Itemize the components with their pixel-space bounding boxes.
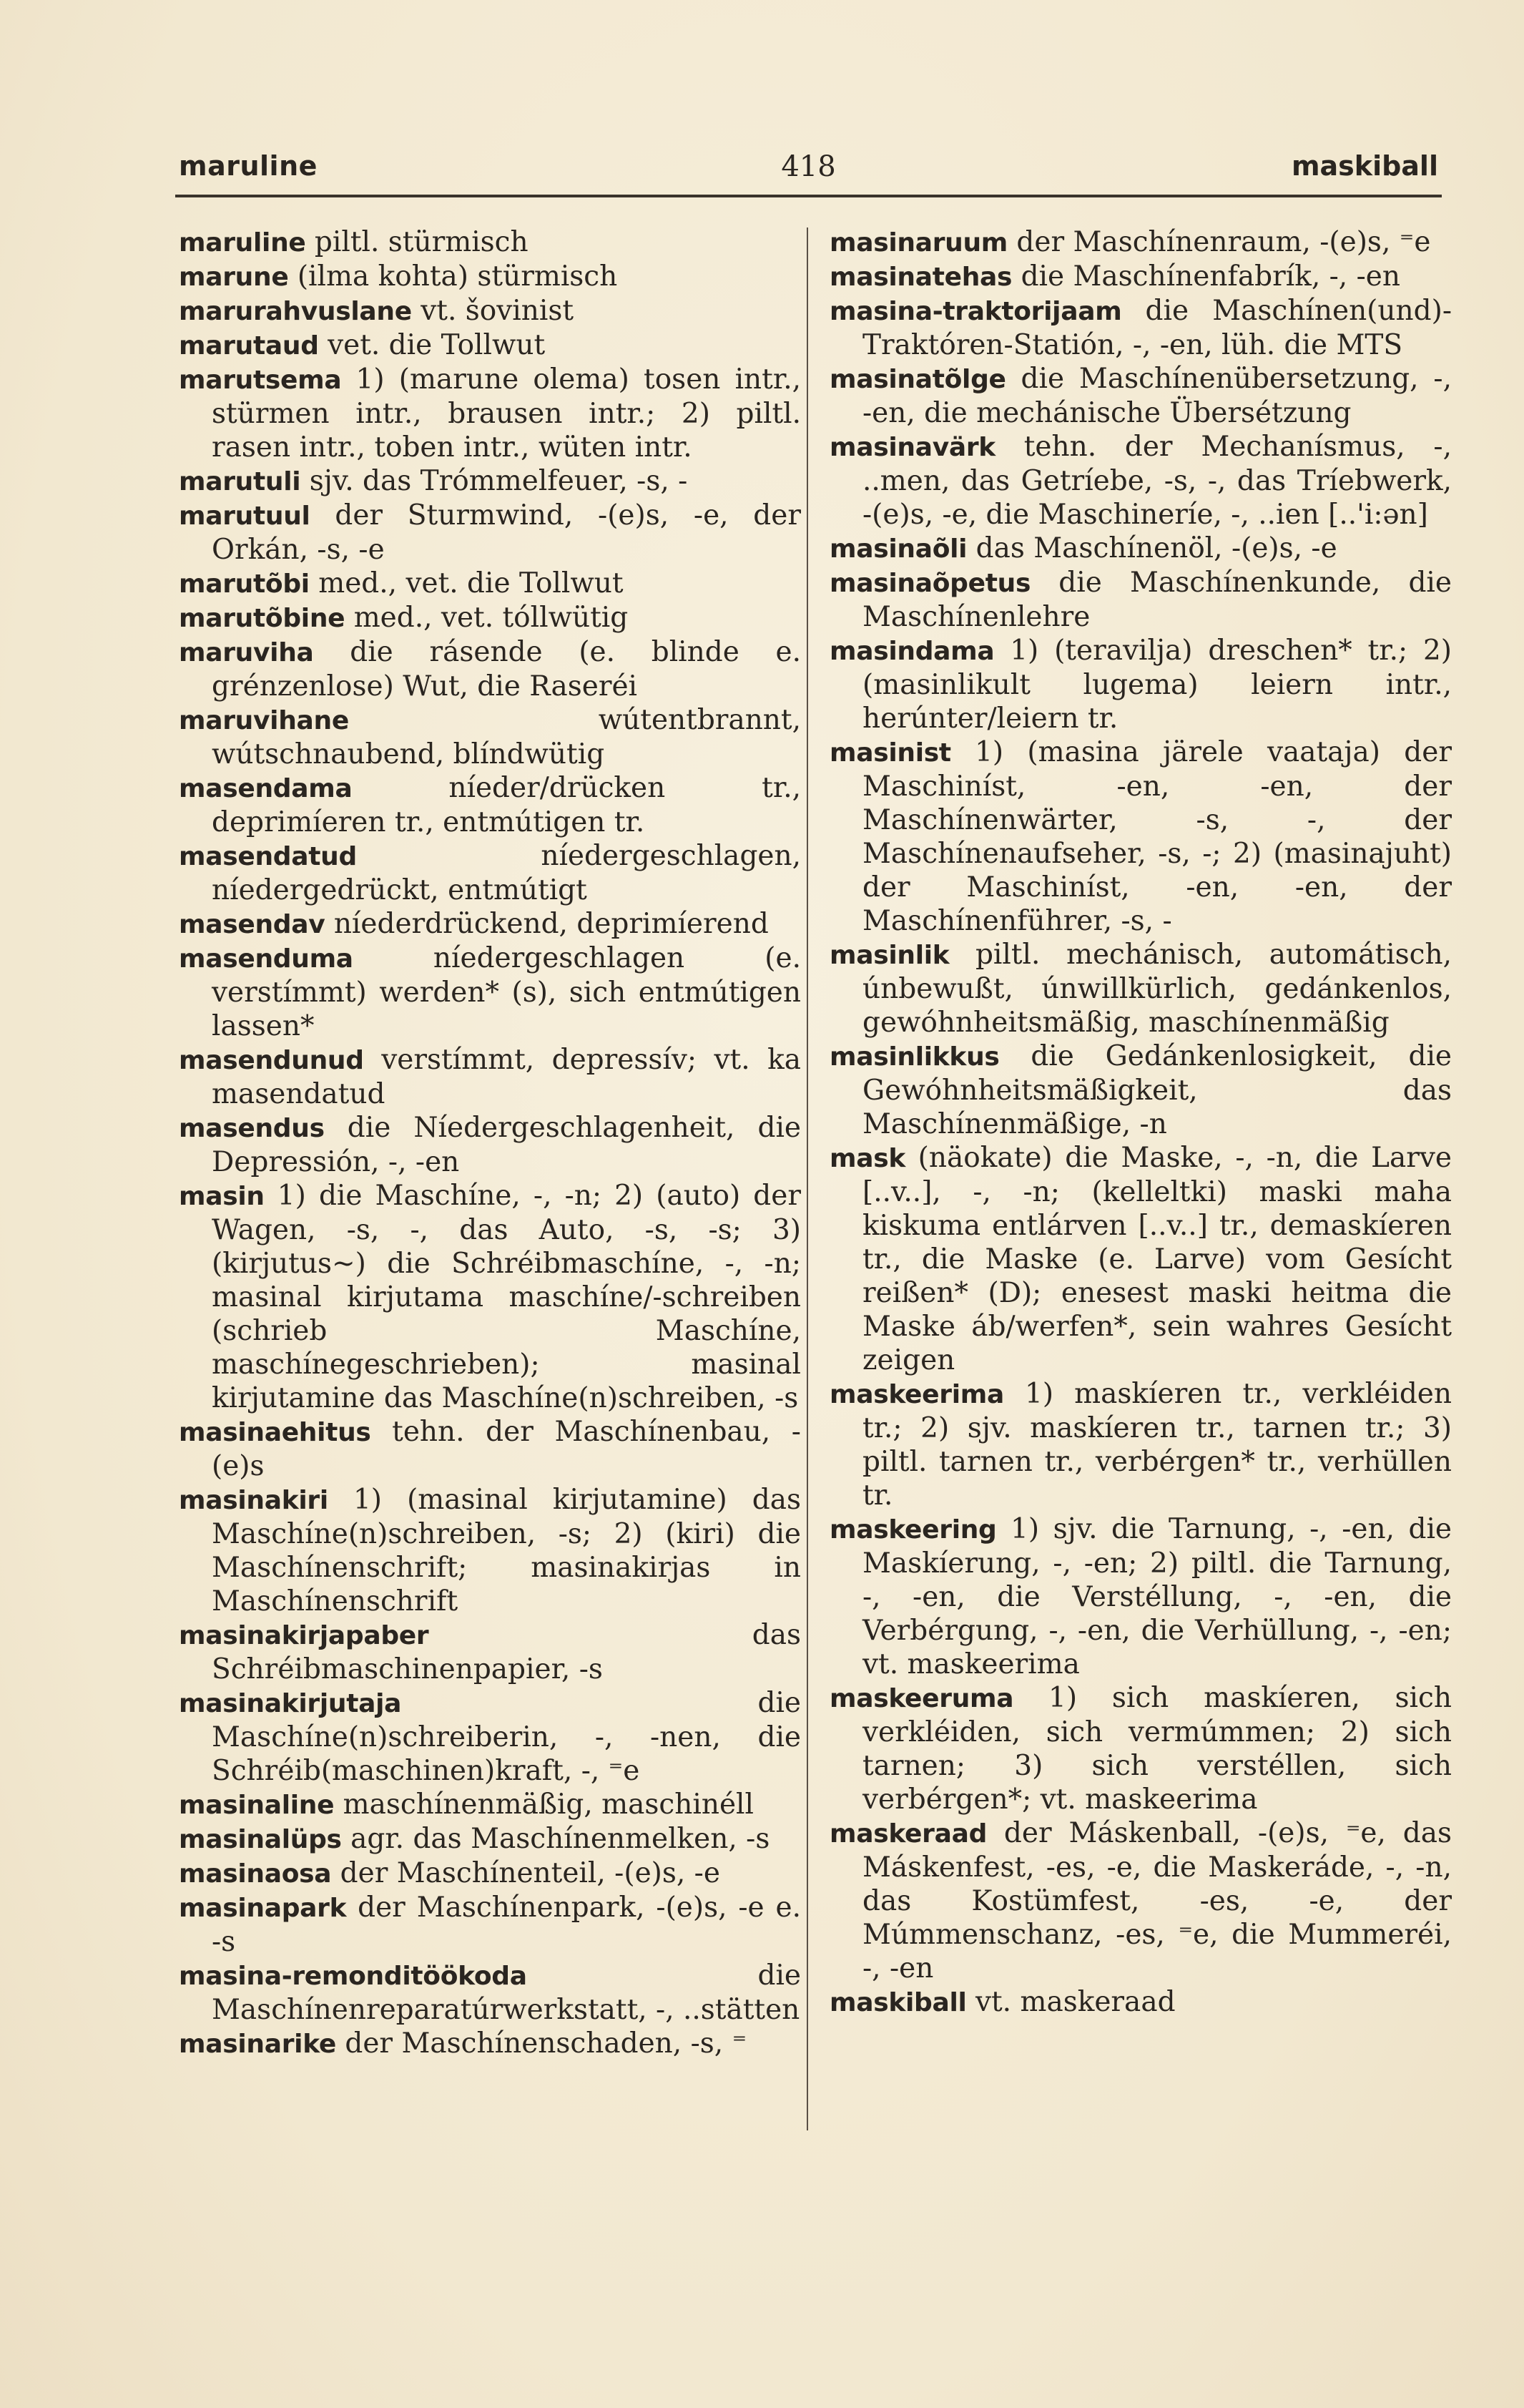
dictionary-entry [179,464,801,499]
entry-headword: masinaõpetus [830,569,1031,598]
dictionary-entry [830,938,1452,1039]
dictionary-entry [179,260,801,294]
entry-headword: masinatehas [830,263,1013,292]
entry-headword: masindama [830,637,995,666]
entry-headword: masendatud [179,842,357,871]
header-last-headword: maskiball [1291,150,1438,182]
dictionary-entry [830,532,1452,566]
dictionary-entry [830,1141,1452,1377]
page-number: 418 [781,150,836,183]
dictionary-entry [179,771,801,839]
entry-headword: marutuli [179,467,301,496]
entry-headword: maskeraad [830,1819,988,1849]
dictionary-entry [179,1686,801,1788]
entry-headword: marutõbine [179,604,345,633]
entry-definition: die Maschínenfabrík, -, -en [1012,260,1400,293]
entry-headword: masina-remonditöökoda [179,1962,527,1991]
entry-headword: marutõbi [179,569,310,599]
column-divider [807,227,808,2130]
entry-definition: 1) maskíeren tr., verkléiden tr.; 2) sjv. maskíeren tr., tarnen tr.; 3) piltl. tarnen tr., verbérgen* tr., verhüllen tr. [862,1378,1452,1512]
entry-headword: marurahvuslane [179,297,412,326]
left-column [179,225,801,2061]
entry-headword: masinaline [179,1791,335,1820]
dictionary-entry [830,294,1452,362]
entry-definition: 1) (masina järele vaataja) der Maschiníst, -en, -en, der Maschínenwärter, -s, -, der Maschínenaufseher, -s, -; 2) (masinajuht) der Maschiníst, -en, -en, der Maschínenführer, -s, - [862,736,1452,937]
dictionary-entry [179,1959,801,2027]
entry-definition: níeder/drücken tr., deprimíeren tr., entmútigen tr. [212,772,801,838]
entry-definition: der Sturmwind, -(e)s, -e, der Orkán, -s, -e [212,499,801,566]
entry-definition: (ilma kohta) stürmisch [288,260,618,293]
header-first-headword: maruline [179,150,318,182]
entry-headword: masendav [179,910,325,939]
entry-headword: masinaehitus [179,1418,371,1447]
entry-definition: die Maschíne(n)schreiberin, -, -nen, die Schréib(maschinen)kraft, -, ⁼e [212,1687,801,1787]
entry-definition: die Maschínen(und)-Traktóren-Statión, -, -en, lüh. die MTS [862,295,1452,361]
entry-definition: vt. šovinist [411,295,574,327]
dictionary-entry [179,328,801,363]
entry-headword: maskeerima [830,1380,1004,1409]
entry-headword: masinapark [179,1894,347,1923]
entry-definition: tehn. der Mechanísmus, -, ..men, das Getríebe, -s, -, das Tríebwerk, -(e)s, -e, die Maschineríe, -, ..ien [..'i:ən] [862,431,1452,531]
dictionary-entry [830,225,1452,260]
dictionary-entry [179,1043,801,1111]
entry-definition: 1) (masinal kirjutamine) das Maschíne(n)schreiben, -s; 2) (kiri) die Maschínenschrift; masinakirjas in Maschínenschrift [212,1484,801,1617]
entry-definition: die Maschínenkunde, die Maschínenlehre [862,567,1452,633]
entry-definition: (näokate) die Maske, -, -n, die Larve [..v..], -, -n; (kelleltki) maski maha kiskuma entlárven [..v..] tr., demaskíeren tr., die Maske (e. Larve) vom Gesícht reißen* (D); enesest maski heitma die Maske áb/werfen*, sein wahres Gesícht zeigen [862,1142,1452,1376]
right-column [830,225,1452,2020]
entry-headword: masinlik [830,941,950,970]
dictionary-entry [179,941,801,1043]
dictionary-entry [179,1618,801,1686]
dictionary-entry [179,363,801,464]
dictionary-entry [179,839,801,907]
dictionary-entry [830,634,1452,735]
entry-definition: 1) (marune olema) tosen intr., stürmen intr., brausen intr.; 2) piltl. rasen intr., toben intr., wüten intr. [212,363,801,464]
entry-headword: masinakiri [179,1486,328,1515]
dictionary-entry [830,1985,1452,2020]
entry-definition: der Maschínenschaden, -s, ⁼ [335,2027,747,2060]
entry-headword: maskeeruma [830,1684,1014,1713]
dictionary-entry [830,430,1452,532]
dictionary-entry [179,499,801,567]
entry-definition: verstímmt, depressív; vt. ka masendatud [212,1044,801,1110]
entry-definition: wútentbrannt, wútschnaubend, blíndwütig [212,704,801,770]
entry-headword: masendama [179,774,353,803]
dictionary-entry [179,2027,801,2061]
entry-headword: masinaõli [830,534,968,564]
entry-headword: masinaosa [179,1859,332,1889]
entry-definition: die Níedergeschlagenheit, die Depressión, -, -en [212,1112,801,1178]
dictionary-entry [179,1891,801,1959]
entry-headword: maskeering [830,1515,997,1545]
entry-definition: 1) (teravilja) dreschen* tr.; 2) (masinlikult lugema) leiern intr., herúnter/leiern tr. [862,635,1452,735]
entry-headword: masinlikkus [830,1042,1000,1072]
dictionary-entry [830,1377,1452,1512]
entry-headword: marutuul [179,501,310,531]
dictionary-entry [830,260,1452,294]
entry-definition: maschínenmäßig, maschinéll [334,1788,754,1821]
entry-headword: masendunud [179,1046,364,1075]
dictionary-entry [179,907,801,941]
entry-definition: der Maschínenpark, -(e)s, -e e. -s [212,1891,801,1958]
entry-definition: sjv. das Trómmelfeuer, -s, - [300,465,688,497]
entry-definition: das Maschínenöl, -(e)s, -e [967,532,1337,564]
entry-definition: med., vet. tóllwütig [345,602,629,634]
entry-definition: der Maschínenteil, -(e)s, -e [331,1857,720,1889]
entry-headword: marutsema [179,366,342,395]
entry-headword: masinakirjapaber [179,1621,429,1650]
dictionary-entry [830,1681,1452,1816]
entry-definition: vet. die Tollwut [318,329,546,361]
dictionary-entry [179,1788,801,1822]
entry-headword: masinakirjutaja [179,1689,402,1718]
entry-headword: masendus [179,1114,325,1143]
entry-definition: 1) sich maskíeren, sich verkléiden, sich vermúmmen; 2) sich tarnen; 3) sich verstéllen, sich verbérgen*; vt. maskeerima [862,1682,1452,1816]
entry-definition: piltl. stürmisch [305,226,529,258]
entry-definition: die rásende (e. blinde e. grénzenlose) Wut, die Raseréi [212,636,801,703]
entry-headword: masinarike [179,2030,336,2059]
entry-definition: níedergeschlagen, níedergedrückt, entmútigt [212,840,801,906]
entry-headword: maruviha [179,638,314,667]
entry-definition: die Gedánkenlosigkeit, die Gewóhnheitsmäßigkeit, das Maschínenmäßige, -n [862,1040,1452,1140]
entry-headword: mask [830,1144,905,1173]
dictionary-entry [179,1111,801,1179]
dictionary-entry [830,362,1452,430]
entry-definition: agr. das Maschínenmelken, -s [341,1823,770,1855]
entry-definition: 1) sjv. die Tarnung, -, -en, die Maskíerung, -, -en; 2) piltl. die Tarnung, -, -en, die Verstéllung, -, -en, die Verbérgung, -, -en, die Verhüllung, -, -en; vt. maskeerima [862,1513,1452,1680]
dictionary-entry [830,566,1452,634]
entry-headword: masinist [830,738,951,768]
entry-headword: marune [179,263,289,292]
dictionary-entry [179,567,801,601]
entry-definition: níedergeschlagen (e. verstímmt) werden* (s), sich entmútigen lassen* [212,942,801,1042]
page-header [179,150,1438,193]
entry-definition: das Schréibmaschinenpapier, -s [212,1619,801,1685]
entry-definition: der Maschínenraum, -(e)s, ⁼e [1008,226,1431,258]
entry-definition: die Maschínenreparatúrwerkstatt, -, ..stätten [212,1959,801,2026]
dictionary-entry [179,601,801,635]
entry-headword: maruvihane [179,706,349,735]
dictionary-entry [830,735,1452,938]
dictionary-entry [179,1856,801,1891]
dictionary-entry [179,635,801,703]
entry-headword: maruline [179,228,306,258]
dictionary-entry [830,1816,1452,1985]
entry-headword: masenduma [179,944,353,974]
dictionary-entry [179,1483,801,1618]
entry-definition: níederdrückend, deprimíerend [325,908,769,940]
entry-headword: masinaruum [830,228,1008,258]
entry-headword: masinatõlge [830,365,1006,394]
entry-headword: marutaud [179,331,319,361]
dictionary-entry [179,1415,801,1483]
dictionary-entry [179,1822,801,1856]
dictionary-entry [179,294,801,328]
dictionary-entry [830,1039,1452,1141]
entry-headword: masinavärk [830,433,995,462]
entry-definition: der Máskenball, -(e)s, ⁼e, das Máskenfest, -es, -e, die Maskeráde, -, -n, das Kostümfest, -es, -e, der Múmmenschanz, -es, ⁼e, die Mummeréi, -, -en [862,1817,1452,1984]
dictionary-entry [830,1512,1452,1681]
entry-definition: vt. maskeraad [966,1986,1176,2018]
entry-definition: 1) die Maschíne, -, -n; 2) (auto) der Wagen, -s, -, das Auto, -s, -s; 3) (kirjutus~) die Schréibmaschíne, -, -n; masinal kirjutama maschíne/-schreiben (schrieb Maschíne, maschínegeschrieben); masinal kirjutamine das Maschíne(n)schreiben, -s [212,1180,801,1414]
entry-headword: masinalüps [179,1825,342,1854]
entry-definition: piltl. mechánisch, automátisch, únbewußt, únwillkürlich, gedánkenlos, gewóhnheitsmäßig, maschínenmäßig [862,939,1452,1039]
entry-headword: masin [179,1182,265,1211]
entry-definition: med., vet. die Tollwut [309,567,624,599]
header-rule [175,195,1442,197]
dictionary-entry [179,703,801,771]
entry-definition: tehn. der Maschínenbau, -(e)s [212,1416,801,1482]
entry-definition: die Maschínenübersetzung, -, -en, die mechánische Übersétzung [862,363,1452,429]
dictionary-entry [179,1179,801,1415]
entry-headword: masina-traktorijaam [830,297,1122,326]
entry-headword: maskiball [830,1988,967,2017]
dictionary-entry [179,225,801,260]
